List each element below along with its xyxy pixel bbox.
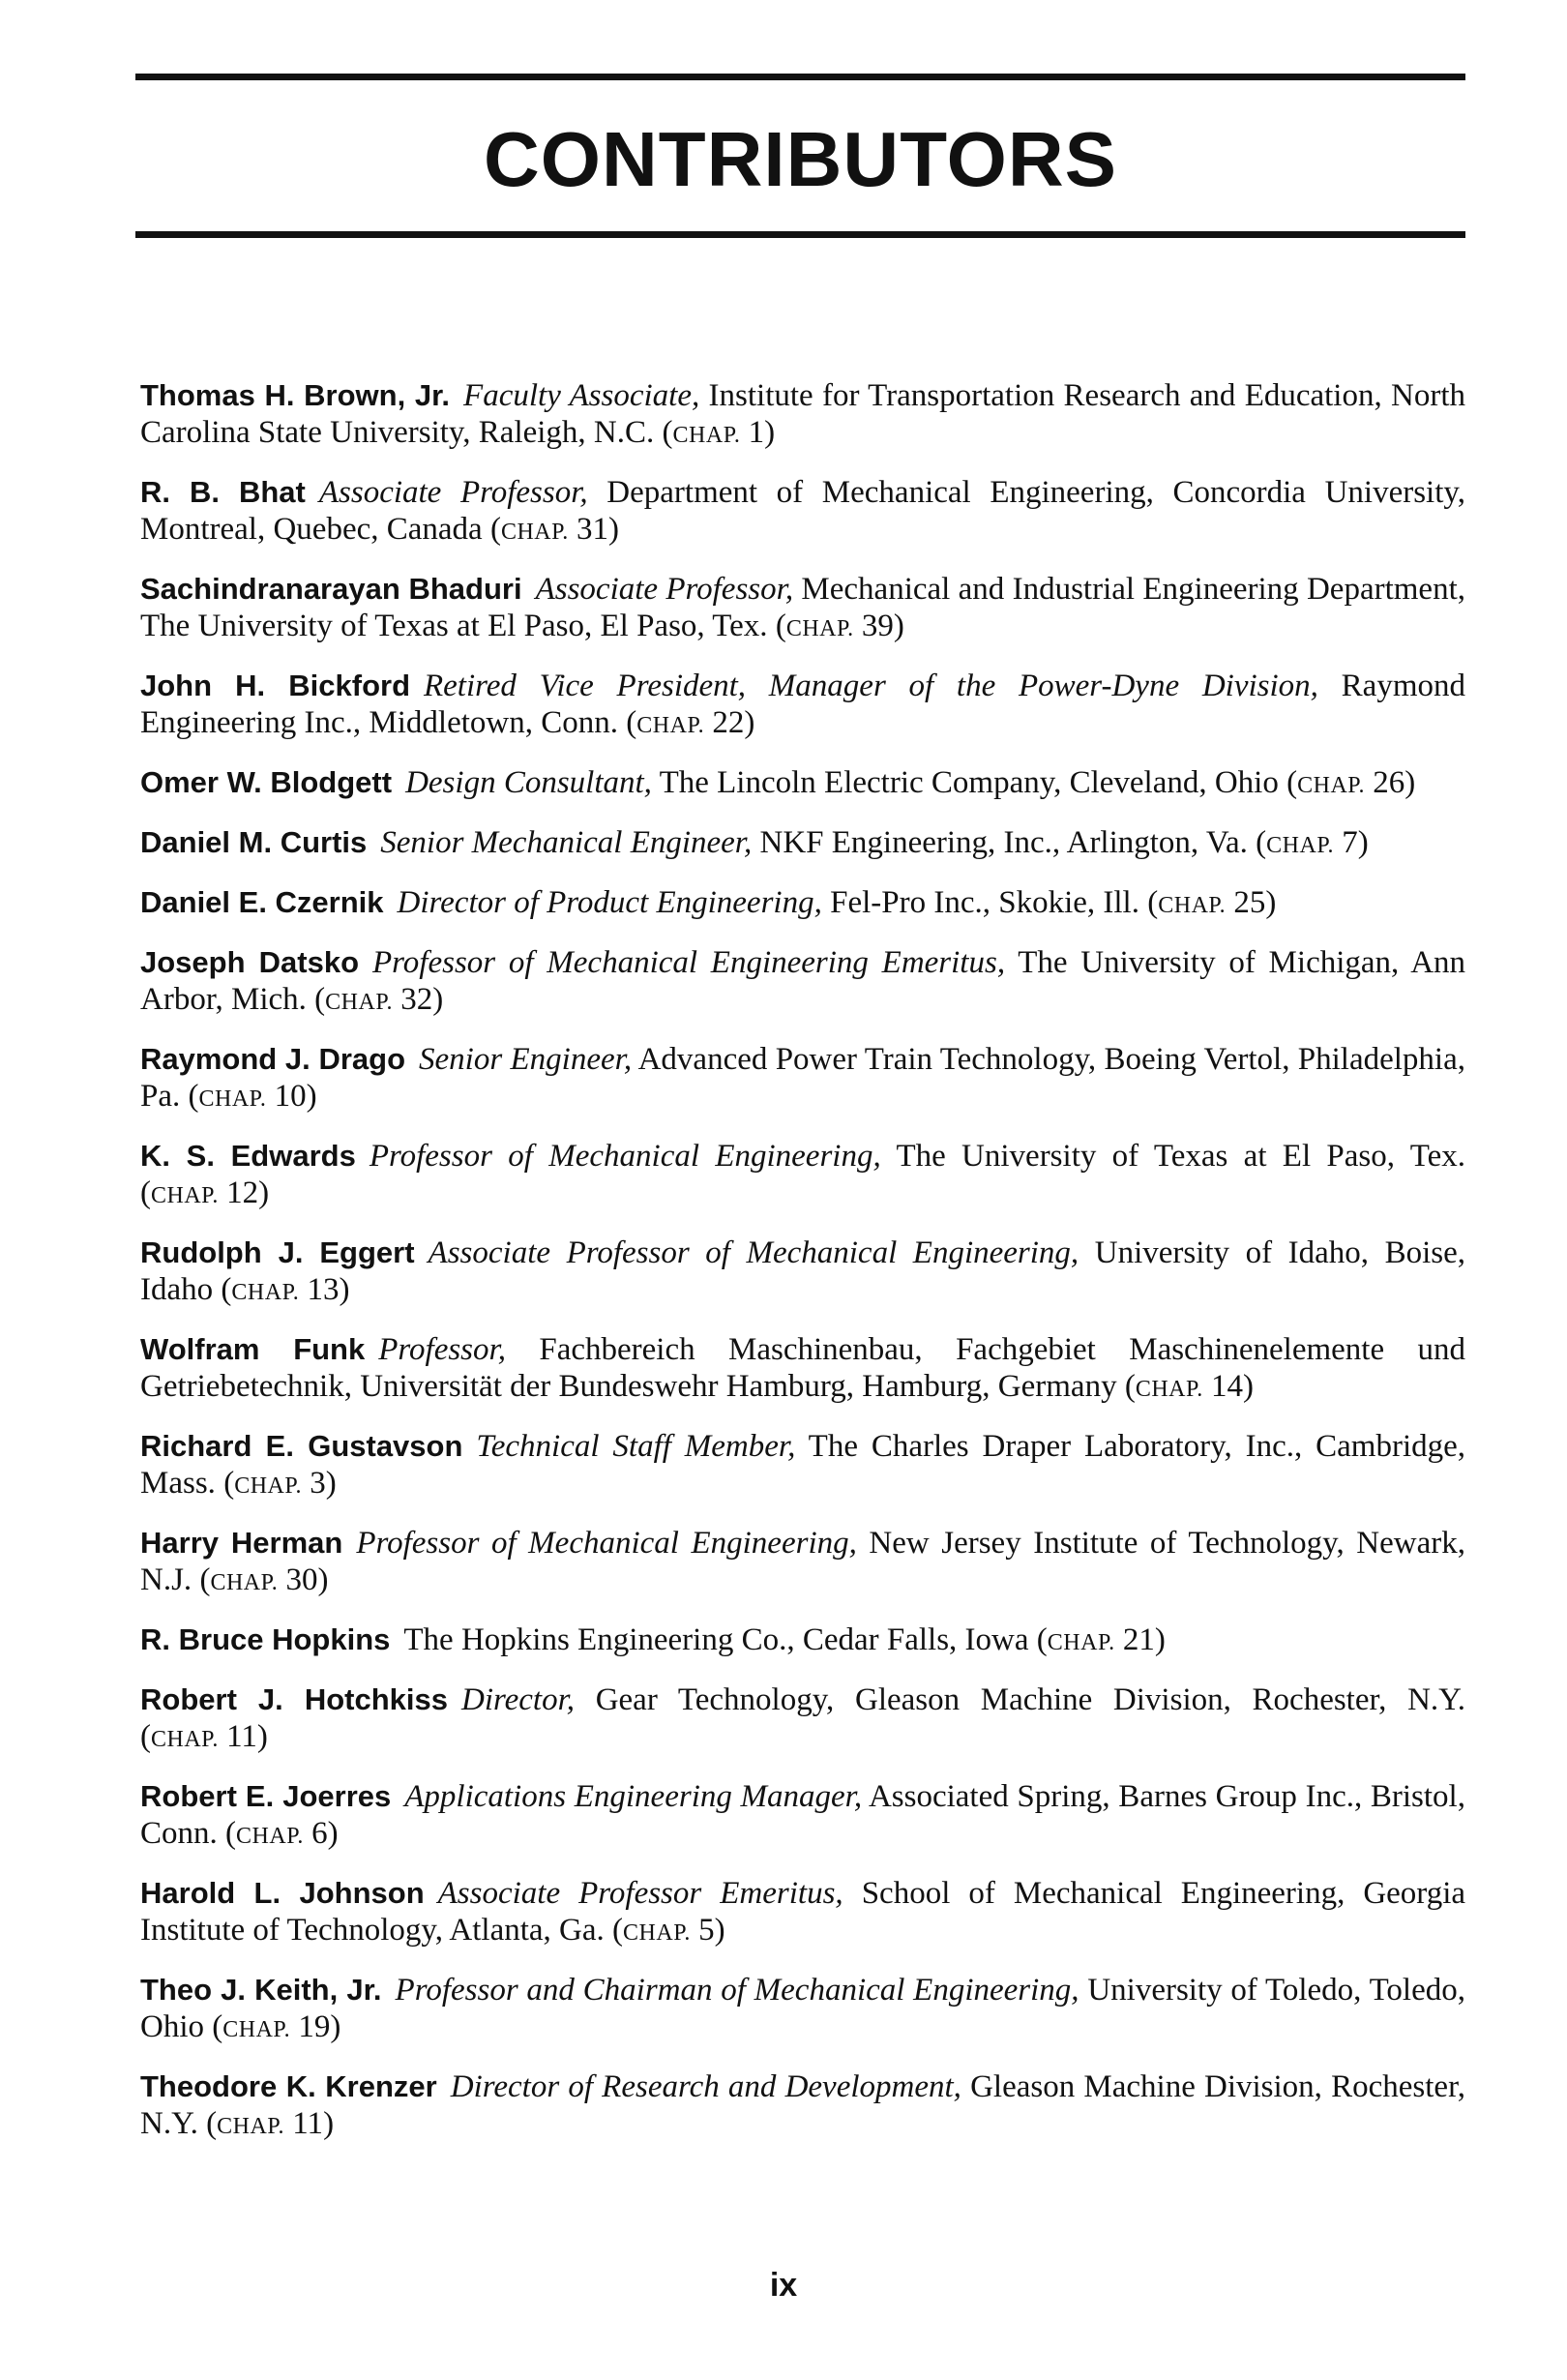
contributor-entry: [140, 1428, 1465, 1504]
chapter-reference: (CHAP. 31): [489, 512, 620, 547]
contributor-entry: [140, 1778, 1465, 1855]
contributor-affiliation: Gleason Machine Division, Rochester, N.Y.: [140, 2069, 1465, 2141]
chapter-reference: (CHAP. 5): [612, 1913, 725, 1948]
contributor-role: Senior Mechanical Engineer,: [380, 825, 753, 860]
chapter-number: 7: [1342, 825, 1358, 860]
chapter-reference: (CHAP. 12): [140, 1175, 270, 1210]
contributor-role: Associate Professor Emeritus,: [437, 1876, 843, 1911]
contributor-entry: [140, 884, 1465, 924]
contributor-name: K. S. Edwards: [140, 1139, 356, 1173]
contributor-name: Rudolph J. Eggert: [140, 1235, 415, 1269]
contributor-role: Retired Vice President, Manager of the Power-Dyne Division,: [424, 669, 1318, 703]
contributor-affiliation: Mechanical and Industrial Engineering Department, The University of Texas at El Paso, El Paso, Tex.: [140, 572, 1465, 643]
chapter-reference: (CHAP. 26): [1286, 765, 1416, 800]
chapter-label: CHAP.: [636, 713, 705, 738]
contributor-entry: [140, 1235, 1465, 1311]
chapter-reference: (CHAP. 3): [223, 1466, 337, 1501]
contributor-role: Faculty Associate,: [463, 378, 700, 413]
chapter-label: CHAP.: [222, 2017, 291, 2042]
contributor-name: Thomas H. Brown, Jr.: [140, 378, 451, 412]
chapter-label: CHAP.: [672, 423, 741, 448]
contributor-name: Theodore K. Krenzer: [140, 2069, 437, 2103]
contributor-role: Associate Professor of Mechanical Engineering,: [428, 1235, 1079, 1270]
page-title: CONTRIBUTORS: [484, 116, 1117, 202]
chapter-label: CHAP.: [500, 520, 569, 545]
contributor-entry: [140, 2068, 1465, 2145]
chapter-number: 14: [1210, 1369, 1243, 1404]
chapter-label: CHAP.: [217, 2114, 285, 2139]
contributor-affiliation: School of Mechanical Engineering, Georgia Institute of Technology, Atlanta, Ga.: [140, 1876, 1466, 1948]
chapter-number: 3: [310, 1466, 326, 1501]
contributor-affiliation: Associated Spring, Barnes Group Inc., Bristol, Conn.: [140, 1779, 1465, 1851]
chapter-reference: (CHAP. 30): [199, 1562, 329, 1597]
contributor-affiliation: The University of Michigan, Ann Arbor, Mich.: [140, 945, 1466, 1017]
chapter-label: CHAP.: [236, 1824, 304, 1849]
contributor-role: Design Consultant,: [405, 765, 652, 800]
contributor-name: Harold L. Johnson: [140, 1876, 425, 1910]
chapter-reference: (CHAP. 32): [314, 982, 444, 1017]
contributor-list: [140, 377, 1465, 2165]
chapter-number: 22: [712, 705, 745, 740]
contributor-role: Professor of Mechanical Engineering Emeritus,: [372, 945, 1006, 980]
chapter-label: CHAP.: [1135, 1377, 1203, 1402]
chapter-number: 30: [285, 1562, 318, 1597]
contributor-entry: [140, 1875, 1465, 1951]
contributor-role: Director,: [460, 1682, 575, 1717]
contributor-name: John H. Bickford: [140, 669, 410, 702]
chapter-number: 10: [274, 1079, 307, 1114]
contributor-affiliation: The Lincoln Electric Company, Cleveland, Ohio: [659, 765, 1279, 800]
contributor-affiliation: Fachbereich Maschinenbau, Fachgebiet Maschinenelemente und Getriebetechnik, Universität der Bundeswehr Hamburg, Hamburg, Germany: [140, 1332, 1466, 1404]
contributor-role: Director of Research and Development,: [450, 2069, 961, 2104]
chapter-label: CHAP.: [1297, 773, 1365, 798]
chapter-number: 6: [311, 1816, 328, 1851]
contributor-name: Robert J. Hotchkiss: [140, 1682, 448, 1716]
contributor-name: R. B. Bhat: [140, 475, 306, 509]
contributor-role: Technical Staff Member,: [476, 1429, 796, 1464]
contributor-affiliation: NKF Engineering, Inc., Arlington, Va.: [759, 825, 1248, 860]
contributor-affiliation: University of Toledo, Toledo, Ohio: [140, 1973, 1465, 2044]
contributor-name: Harry Herman: [140, 1526, 343, 1560]
chapter-number: 32: [400, 982, 433, 1017]
contributor-name: Sachindranarayan Bhaduri: [140, 572, 522, 606]
contributor-entry: [140, 824, 1465, 864]
contributor-name: Raymond J. Drago: [140, 1042, 406, 1076]
chapter-label: CHAP.: [1158, 893, 1227, 918]
contributor-entry: [140, 1681, 1465, 1758]
bottom-rule: [135, 231, 1465, 238]
contributor-affiliation: The University of Texas at El Paso, Tex.: [896, 1139, 1465, 1174]
contributor-role: Associate Professor,: [318, 475, 588, 510]
contributor-role: Senior Engineer,: [419, 1042, 633, 1077]
chapter-number: 12: [226, 1175, 259, 1210]
chapter-label: CHAP.: [198, 1086, 267, 1112]
chapter-number: 1: [748, 415, 765, 450]
chapter-reference: (CHAP. 21): [1036, 1622, 1166, 1657]
chapter-number: 39: [861, 609, 894, 643]
chapter-reference: (CHAP. 13): [221, 1272, 350, 1307]
chapter-reference: (CHAP. 14): [1124, 1369, 1254, 1404]
top-rule: [135, 74, 1465, 80]
page-header: [135, 74, 1465, 238]
contributor-affiliation: Institute for Transportation Research and Education, North Carolina State University, Raleigh, N.C.: [140, 378, 1466, 450]
chapter-reference: (CHAP. 7): [1256, 825, 1369, 860]
page-number: ix: [769, 2267, 798, 2304]
chapter-reference: (CHAP. 19): [212, 2009, 341, 2044]
contributor-affiliation: Fel-Pro Inc., Skokie, Ill.: [830, 885, 1139, 920]
chapter-reference: (CHAP. 22): [626, 705, 755, 740]
contributor-entry: [140, 571, 1465, 647]
contributor-entry: [140, 1525, 1465, 1601]
contributor-name: Wolfram Funk: [140, 1332, 366, 1366]
chapter-label: CHAP.: [785, 616, 854, 641]
chapter-reference: (CHAP. 6): [225, 1816, 339, 1851]
contributor-affiliation: Raymond Engineering Inc., Middletown, Conn.: [140, 669, 1465, 740]
contributor-role: Applications Engineering Manager,: [404, 1779, 863, 1814]
contributor-role: Professor of Mechanical Engineering,: [356, 1526, 857, 1561]
contributor-name: Richard E. Gustavson: [140, 1429, 463, 1463]
contributor-affiliation: The Charles Draper Laboratory, Inc., Cambridge, Mass.: [140, 1429, 1466, 1501]
chapter-reference: (CHAP. 39): [775, 609, 904, 643]
chapter-number: 21: [1122, 1622, 1155, 1657]
chapter-label: CHAP.: [231, 1280, 300, 1305]
contributor-entry: [140, 1331, 1465, 1408]
chapter-label: CHAP.: [623, 1920, 691, 1946]
chapter-reference: (CHAP. 11): [140, 1719, 268, 1754]
contributor-name: Omer W. Blodgett: [140, 765, 393, 799]
contributor-entry: [140, 377, 1465, 454]
contributor-name: Robert E. Joerres: [140, 1779, 392, 1813]
contributor-affiliation: The Hopkins Engineering Co., Cedar Falls, Iowa: [403, 1622, 1029, 1657]
contributor-entry: [140, 944, 1465, 1021]
contributor-affiliation: New Jersey Institute of Technology, Newark, N.J.: [140, 1526, 1465, 1597]
chapter-reference: (CHAP. 1): [662, 415, 776, 450]
chapter-label: CHAP.: [325, 990, 394, 1015]
contributor-name: Theo J. Keith, Jr.: [140, 1973, 382, 2007]
chapter-number: 11: [226, 1719, 257, 1754]
contributor-entry: [140, 1041, 1465, 1117]
contributor-name: Joseph Datsko: [140, 945, 360, 979]
chapter-number: 31: [577, 512, 609, 547]
chapter-label: CHAP.: [210, 1570, 279, 1595]
chapter-number: 13: [307, 1272, 340, 1307]
chapter-number: 19: [298, 2009, 331, 2044]
contributor-entry: [140, 668, 1465, 744]
chapter-label: CHAP.: [151, 1183, 219, 1208]
contributor-name: R. Bruce Hopkins: [140, 1622, 391, 1656]
contributor-affiliation: Gear Technology, Gleason Machine Division, Rochester, N.Y.: [595, 1682, 1466, 1717]
chapter-reference: (CHAP. 10): [188, 1079, 317, 1114]
contributor-role: Professor,: [378, 1332, 506, 1367]
contributor-affiliation: Advanced Power Train Technology, Boeing Vertol, Philadelphia, Pa.: [140, 1042, 1465, 1114]
contributor-entry: [140, 1621, 1465, 1661]
contributor-name: Daniel E. Czernik: [140, 885, 384, 919]
contributor-role: Associate Professor,: [535, 572, 794, 607]
chapter-number: 25: [1233, 885, 1266, 920]
chapter-reference: (CHAP. 25): [1147, 885, 1277, 920]
contributor-role: Director of Product Engineering,: [397, 885, 822, 920]
chapter-number: 26: [1373, 765, 1405, 800]
contributor-role: Professor of Mechanical Engineering,: [369, 1139, 881, 1174]
contributor-name: Daniel M. Curtis: [140, 825, 368, 859]
chapter-label: CHAP.: [151, 1727, 219, 1752]
contributor-entry: [140, 474, 1465, 550]
chapter-label: CHAP.: [234, 1473, 303, 1499]
contributor-affiliation: Department of Mechanical Engineering, Concordia University, Montreal, Quebec, Canada: [140, 475, 1465, 547]
contributor-entry: [140, 1972, 1465, 2048]
chapter-number: 11: [292, 2106, 324, 2141]
chapter-reference: (CHAP. 11): [206, 2106, 335, 2141]
chapter-label: CHAP.: [1047, 1630, 1115, 1655]
contributor-entry: [140, 1138, 1465, 1214]
contributor-role: Professor and Chairman of Mechanical Engineering,: [395, 1973, 1079, 2008]
contributor-affiliation: University of Idaho, Boise, Idaho: [140, 1235, 1466, 1307]
contributor-entry: [140, 764, 1465, 804]
chapter-label: CHAP.: [1266, 833, 1335, 858]
chapter-number: 5: [698, 1913, 715, 1948]
